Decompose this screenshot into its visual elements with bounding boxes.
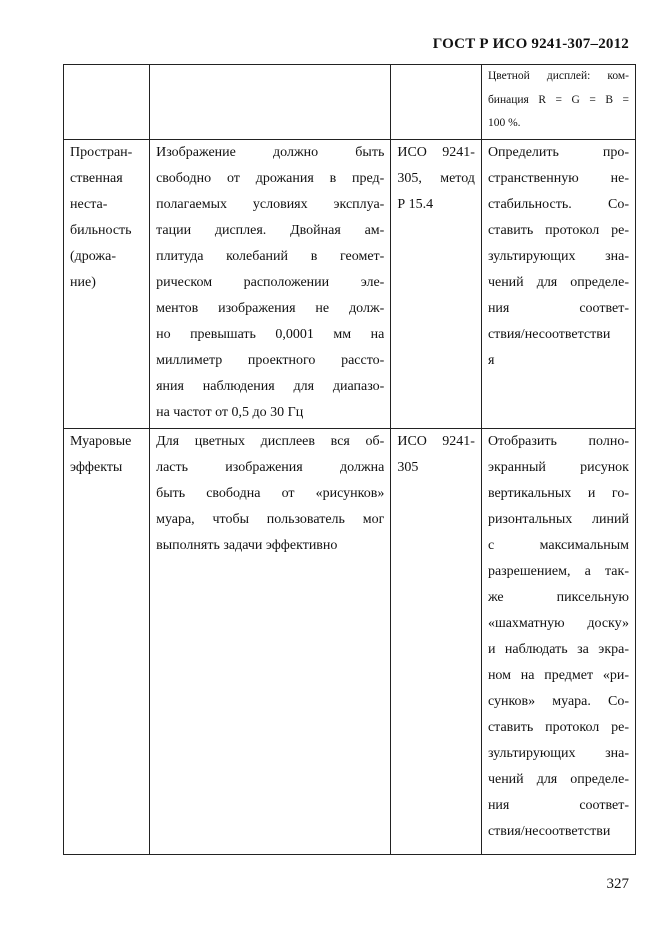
cell-reference bbox=[391, 65, 482, 140]
text-line: я bbox=[487, 353, 495, 368]
text-line: ном на предмет «ри- bbox=[487, 668, 629, 683]
text-line: Р 15.4 bbox=[397, 197, 434, 212]
text-line: Простран- bbox=[70, 145, 133, 160]
text-line: стабильность. Со- bbox=[487, 197, 629, 212]
text-line: ризонтальных линий bbox=[487, 512, 629, 527]
text-line: и наблюдать за экра- bbox=[487, 642, 629, 657]
document-header: ГОСТ Р ИСО 9241-307–2012 bbox=[432, 36, 629, 52]
text-line: ставить протокол ре- bbox=[487, 223, 629, 238]
table-row bbox=[64, 65, 636, 140]
page-number: 327 bbox=[606, 876, 629, 892]
text-line: но превышать 0,0001 мм на bbox=[156, 327, 385, 342]
text-line: ния соответ- bbox=[487, 798, 629, 813]
text-line: бинация R = G = B = bbox=[487, 93, 629, 106]
cell-test-procedure bbox=[481, 140, 635, 429]
cell-characteristic bbox=[64, 65, 150, 140]
text-line: же пиксельную bbox=[487, 590, 629, 605]
text-line: экранный рисунок bbox=[487, 460, 629, 475]
text-line: 305 bbox=[397, 460, 419, 475]
text-line: ния соответ- bbox=[487, 301, 629, 316]
text-line: ласть изображения должна bbox=[156, 460, 385, 475]
text-line: ние) bbox=[70, 275, 96, 290]
cell-reference bbox=[391, 140, 482, 429]
text-line: свободно от дрожания в пред- bbox=[156, 171, 385, 186]
cell-requirement bbox=[150, 65, 391, 140]
cell-requirement bbox=[150, 429, 391, 855]
text-line: выполнять задачи эффективно bbox=[156, 538, 338, 553]
text-line: Отобразить полно- bbox=[487, 434, 629, 449]
text-line: ствия/несоответстви bbox=[487, 327, 611, 342]
cell-characteristic bbox=[64, 140, 150, 429]
text-line: Определить про- bbox=[487, 145, 629, 160]
cell-test-procedure bbox=[481, 65, 635, 140]
text-line: «шахматную доску» bbox=[487, 616, 629, 631]
text-line: эффекты bbox=[70, 460, 123, 475]
text-line: ИСО 9241- bbox=[397, 434, 475, 449]
text-line: ставить протокол ре- bbox=[487, 720, 629, 735]
text-line: (дрожа- bbox=[70, 249, 116, 264]
text-line: зультирующих зна- bbox=[487, 746, 629, 761]
text-line: ствия/несоответстви bbox=[487, 824, 611, 839]
text-line: неста- bbox=[70, 197, 108, 212]
text-line: миллиметр проектного рассто- bbox=[156, 353, 385, 368]
text-line: 100 %. bbox=[487, 117, 521, 129]
text-line: бильность bbox=[70, 223, 132, 238]
cell-requirement bbox=[150, 140, 391, 429]
text-line: муара, чтобы пользователь мог bbox=[156, 512, 385, 527]
text-line: быть свободна от «рисунков» bbox=[156, 486, 385, 501]
text-line: с максимальным bbox=[487, 538, 629, 553]
text-line: Изображение должно быть bbox=[156, 145, 385, 160]
table-row bbox=[64, 429, 636, 855]
text-line: плитуда колебаний в геомет- bbox=[156, 249, 385, 264]
text-line: сунков» муара. Со- bbox=[487, 694, 629, 709]
text-line: Для цветных дисплеев вся об- bbox=[156, 434, 385, 449]
text-line: странственную не- bbox=[487, 171, 629, 186]
table-row bbox=[64, 140, 636, 429]
cell-test-procedure bbox=[481, 429, 635, 855]
text-line: на частот от 0,5 до 30 Гц bbox=[156, 405, 304, 420]
text-line: зультирующих зна- bbox=[487, 249, 629, 264]
cell-characteristic bbox=[64, 429, 150, 855]
text-line: ментов изображения не долж- bbox=[156, 301, 385, 316]
text-line: рическом расположении эле- bbox=[156, 275, 385, 290]
text-line: тации дисплея. Двойная ам- bbox=[156, 223, 385, 238]
text-line: разрешением, а так- bbox=[487, 564, 629, 579]
text-line: вертикальных и го- bbox=[487, 486, 629, 501]
text-line: чений для определе- bbox=[487, 772, 629, 787]
text-line: яния наблюдения для диапазо- bbox=[156, 379, 385, 394]
requirements-table bbox=[63, 64, 636, 855]
text-line: ственная bbox=[70, 171, 123, 186]
text-line: полагаемых условиях эксплуа- bbox=[156, 197, 385, 212]
text-line: чений для определе- bbox=[487, 275, 629, 290]
text-line: Муаровые bbox=[70, 434, 132, 449]
text-line: Цветной дисплей: ком- bbox=[487, 70, 629, 82]
text-line: ИСО 9241- bbox=[397, 145, 475, 160]
text-line: 305, метод bbox=[397, 171, 475, 186]
cell-reference bbox=[391, 429, 482, 855]
